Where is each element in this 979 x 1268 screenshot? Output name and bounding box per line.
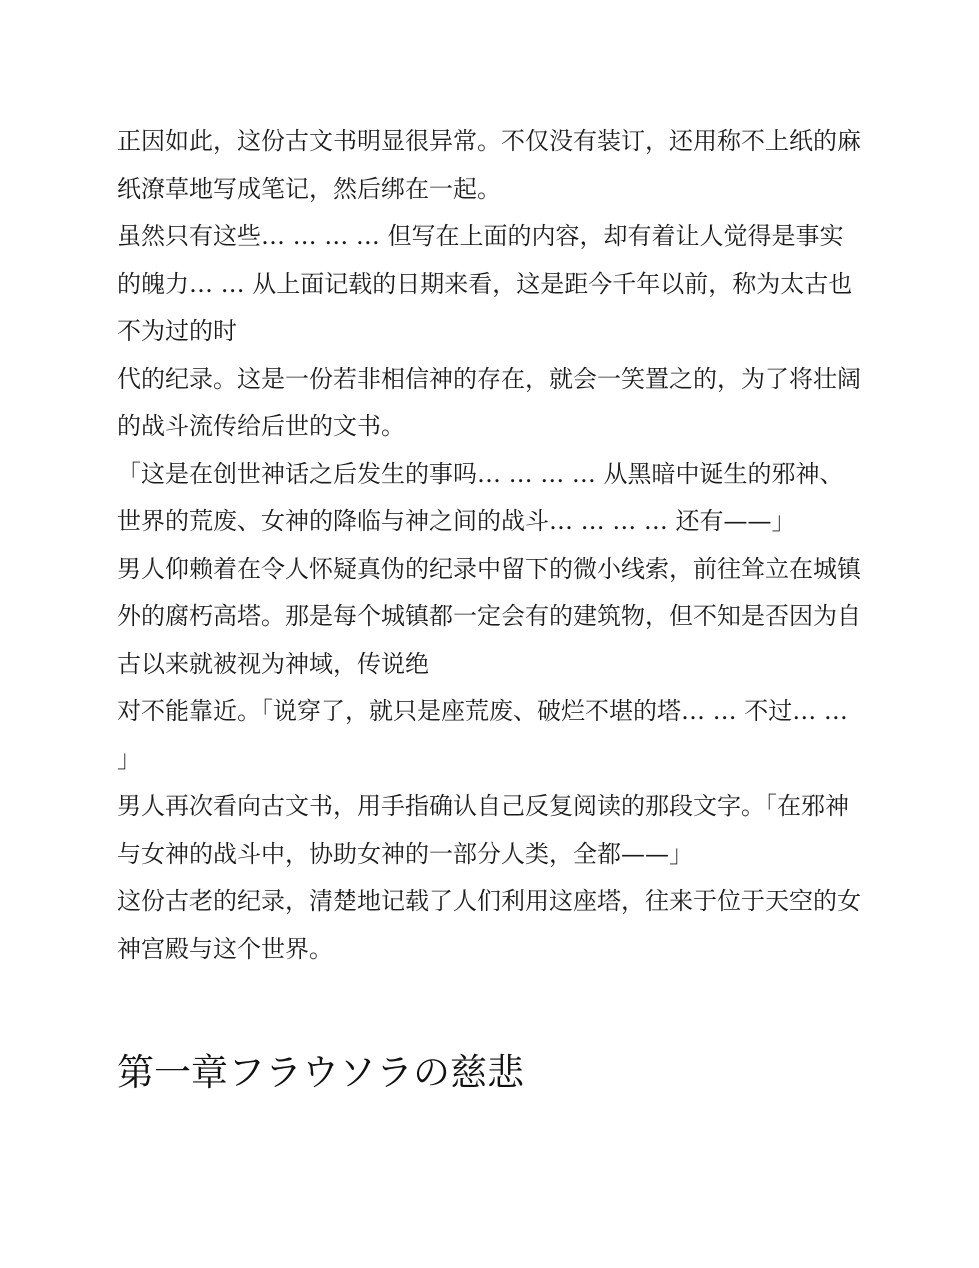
paragraph: 男人再次看向古文书，用手指确认自己反复阅读的那段文字。「在邪神与女神的战斗中，协助女神的一部分人类，全都——」 [117,792,849,868]
paragraph: 虽然只有这些… … … … 但写在上面的内容，却有着让人觉得是事实的魄力… … 从上面记载的日期来看，这是距今千年以前，称为太古也不为过的时 [117,222,853,345]
paragraph: 对不能靠近。「说穿了，就只是座荒废、破烂不堪的塔… … 不过… … 」 [117,697,856,773]
body-text [117,118,863,973]
paragraph: 这份古老的纪录，清楚地记载了人们利用这座塔，往来于位于天空的女神宫殿与这个世界。 [117,887,861,963]
paragraph: 「这是在创世神话之后发生的事吗… … … … 从黑暗中诞生的邪神、世界的荒废、女神的降临与神之间的战斗… … … … 还有——」 [117,459,844,535]
paragraph: 男人仰赖着在令人怀疑真伪的纪录中留下的微小线索，前往耸立在城镇外的腐朽高塔。那是每个城镇都一定会有的建筑物，但不知是否因为自古以来就被视为神域，传说绝 [117,554,861,678]
paragraph: 代的纪录。这是一份若非相信神的存在，就会一笑置之的，为了将壮阔的战斗流传给后世的文书。 [117,364,861,440]
paragraph: 正因如此，这份古文书明显很异常。不仅没有装订，还用称不上纸的麻纸潦草地写成笔记，然后绑在一起。 [117,127,861,203]
chapter-title: 第一章フラウソラの慈悲 [117,1051,524,1094]
